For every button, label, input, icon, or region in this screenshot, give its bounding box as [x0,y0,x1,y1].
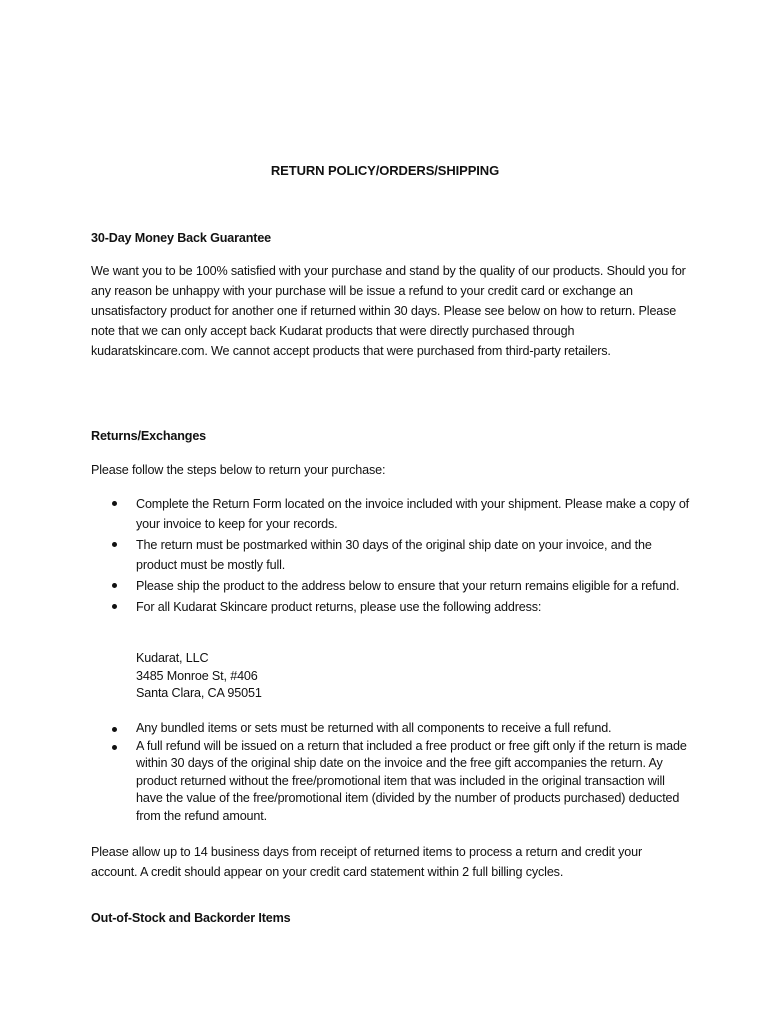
list-item [91,597,691,617]
guarantee-paragraph: We want you to be 100% satisfied with your purchase and stand by the quality of our products. Should you for any reason be unhappy with your purchase will be issue a refund to your credit card or exchange an unsatisfactory product for another one if returned within 30 days. Please see below on how to return. Please note that we can only accept back Kudarat products that were directly purchased through kudaratskincare.com. We cannot accept products that were purchased from third-party retailers. [91,264,686,358]
bullet-icon [112,542,117,547]
return-steps-list [91,494,691,618]
address-line-city: Santa Clara, CA 95051 [136,686,262,700]
return-address [136,650,262,703]
section-heading-guarantee: 30-Day Money Back Guarantee [91,231,272,245]
bullet-icon [112,501,117,506]
list-item-text: Complete the Return Form located on the invoice included with your shipment. Please make a copy of your invoice to keep for your records. [136,497,690,531]
processing-paragraph: Please allow up to 14 business days from receipt of returned items to process a return and credit your account. A credit should appear on your credit card statement within 2 full billing cycles. [91,845,643,879]
list-item [91,738,691,826]
list-item-text: Any bundled items or sets must be returned with all components to receive a full refund. [136,721,612,735]
bullet-icon [112,604,117,609]
bullet-icon [112,727,117,732]
additional-terms-list [91,720,691,826]
list-item-text: A full refund will be issued on a return that included a free product or free gift only if the return is made within 30 days of the original ship date on the invoice and the free gift accompanies the return. Ay product returned without the free/promotional item that was included in the original transaction will have the value of the free/promotional item (divided by the number of products purchased) deducted from the refund amount. [136,738,687,823]
list-item [91,720,691,738]
list-item-text: For all Kudarat Skincare product returns, please use the following address: [136,600,542,614]
address-line-street: 3485 Monroe St, #406 [136,668,258,683]
list-item [91,535,691,575]
section-heading-returns: Returns/Exchanges [91,429,207,443]
list-item-text: The return must be postmarked within 30 days of the original ship date on your invoice, and the product must be mostly full. [136,538,652,572]
list-item [91,576,691,596]
section-heading-backorder: Out-of-Stock and Backorder Items [91,911,291,925]
bullet-icon [112,583,117,588]
bullet-icon [112,745,117,750]
list-item-text: Please ship the product to the address below to ensure that your return remains eligible for a refund. [136,579,680,593]
list-item [91,494,691,534]
returns-intro: Please follow the steps below to return your purchase: [91,463,386,477]
address-line-company: Kudarat, LLC [136,651,209,665]
page-title: RETURN POLICY/ORDERS/SHIPPING [270,163,500,178]
